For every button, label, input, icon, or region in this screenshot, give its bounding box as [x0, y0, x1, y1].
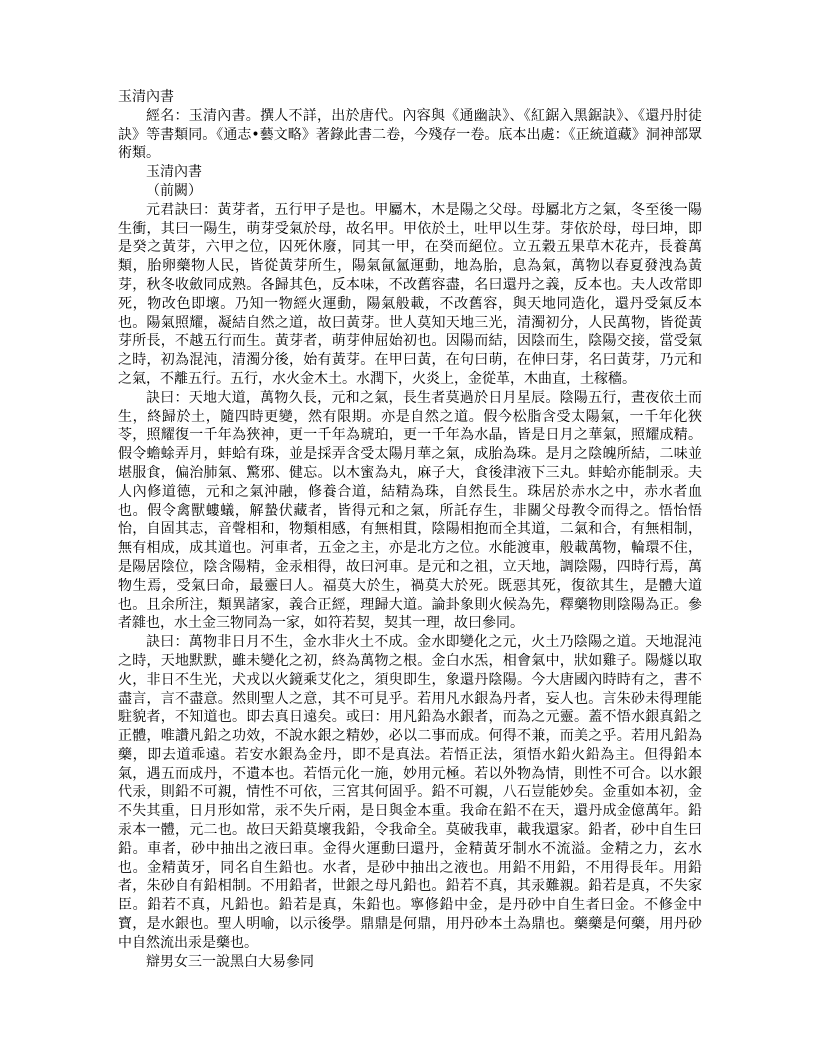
body-paragraph-2: 訣曰：天地大道，萬物久長，元和之氣，長生者莫過於日月星辰。陰陽五行，晝夜依土而生，終歸於土，隨四時更變，然有限期。亦是自然之道。假今松脂含受太陽氣，一千年化狹苓，照耀復一千年為狹神，更一千年為琥珀，更一千年為水晶，皆是日月之華氣，照耀成精。假令蟾蜍弄月，蚌蛤有珠，並是採弄含受太陽月華之氣，成胎為珠。是月之陰魄所結，二味並堪服食，偏治肺氣、驚邪、健忘。以木蜜為丸，麻子大，食後津液下三丸。蚌蛤亦能制汞。夫人內修道德，元和之氣沖融，修養合道，結精為珠，自然長生。珠居於赤水之中，赤水者血也。假令禽獸螻蟻，解蟄伏藏者，皆得元和之氣，所託存生，非關父母教令而得之。悟怡悟怡，自固其志，音聲相和，物類相感，有無相貫，陰陽相抱而全其道，二氣和合，有無相制，無有相成，成其道也。河車者，五金之主，亦是北方之位。水能渡車，般載萬物，輪環不住，是陽居陰位，陰含陽精，金汞相得，故曰河車。是元和之祖，立天地，調陰陽，四時行焉，萬物生焉，受氣曰命，最靈曰人。福莫大於生，禍莫大於死。既惡其死，復欲其生，是體大道也。且余所注，類異諸家，義合正經，理歸大道。論卦象則火候為先，釋藥物則陰陽為正。參者雜也，水土金三物同為一家，如符若契，契其一理，故曰參同。: [118, 389, 702, 632]
body-paragraph-3: 訣曰：萬物非日月不生，金水非火土不成。金水即變化之元，火土乃陰陽之道。天地混沌之時，天地默默，雖未變化之初，終為萬物之根。金白水炁，相會氣中，狀如雞子。陽燧以取火，非日不生光，犬戎以火鏡乘艾化之，須臾即生，象還丹陰陽。今大唐國內時時有之，書不盡言，言不盡意。然則聖人之意，其不可見乎。若用凡水銀為丹者，妄人也。言朱砂未得理能駐貌者，不知道也。即去真日遠矣。或曰：用凡鉛為水銀者，而為之元靈。蓋不悟水銀真鉛之正體，唯讚凡鉛之功效，不說水銀之精妙，必以二事而成。何得不兼，而美之乎。若用凡鉛為藥，即去道乖遠。若安水銀為金丹，即不是真法。若悟正法，須悟水鉛火鉛為主。但得鉛本氣，遇五而成丹，不遺本也。若悟元化一施，妙用元極。若以外物為情，則性不可合。以水銀代汞，則鉛不可親，情性不可依，三宮其何固乎。鉛不可親，八石豈能妙矣。金重如本初，金不失其重，日月形如常，汞不失斤兩，是日與金本重。我命在鉛不在天，還丹成金億萬年。鉛汞本一體，元二也。故曰天鉛莫壞我鉛，令我命全。莫破我車，載我還家。鉛者，砂中自生曰鉛。車者，砂中抽出之液曰車。金得火運動曰還丹，金精黃牙制水不流溢。金精之力，玄水也。金精黃牙，同名自生鉛也。水者，是砂中抽出之液也。用鉛不用鉛，不用得長年。用鉛者，朱砂自有鉛相制。不用鉛者，世銀之母凡鉛也。鉛若不真，其汞難親。鉛若是真，不失家臣。鉛若不真，凡鉛也。鉛若是真，朱鉛也。寧修鉛中金，是丹砂中自生者曰金。不修金中寶，是水銀也。聖人明喻，以示後學。鼎鼎是何鼎，用丹砂本土為鼎也。藥藥是何藥，用丹砂中自然流出汞是藥也。: [118, 634, 702, 951]
closing-line: 辯男女三一說黑白大易參同: [146, 953, 314, 970]
lacuna-note: （前闕）: [146, 182, 202, 199]
meta-paragraph: 經名：玉清內書。撰人不詳，出於唐代。內容與《通幽訣》、《紅鋸入黑鋸訣》、《還丹肘徒訣》等書類同。《通志•藝文略》著錄此書二卷，今殘存一卷。底本出處：《正統道藏》洞神部眾術類。: [118, 107, 702, 162]
body-paragraph-1: 元君訣曰：黃芽者，五行甲子是也。甲屬木，木是陽之父母。母屬北方之氣，冬至後一陽生衝，其曰一陽生，萌芽受氣於母，故名甲。甲依於土，吐甲以生芽。芽依於母，母曰坤，即是癸之黃芽，六甲之位，囚死休廢，同其一甲，在癸而絕位。立五穀五果草木花卉，長養萬類，胎卵藥物人民，皆從黃芽所生，陽氣氤氳運動，地為胎，息為氣，萬物以春夏發洩為黃芽，秋冬收斂同成熟。各歸其色，反本味，不改舊容盡，名曰還丹之義，反本也。夫人改常即死，物改色即壞。乃知一物經火運動，陽氣般載，不改舊容，與天地同造化，還丹受氣反本也。陽氣照耀，凝結自然之道，故曰黃芽。世人莫知天地三光，清濁初分，人民萬物，皆從黃芽所長，不越五行而生。黃芽者，萌芽伸屈始初也。因陽而結，因陰而生，陰陽交接，當受氣之時，初為混沌，清濁分後，始有黃芽。在甲曰黃，在句曰萌，在伸曰芽，名曰黃芽，乃元和之氣，不離五行。五行，水火金木土。水潤下，火炎上，金從革，木曲直，土稼穡。: [118, 201, 702, 387]
document-title: 玉清內書: [118, 89, 174, 105]
document-content: [118, 88, 702, 971]
inner-title: 玉清內書: [146, 164, 202, 181]
